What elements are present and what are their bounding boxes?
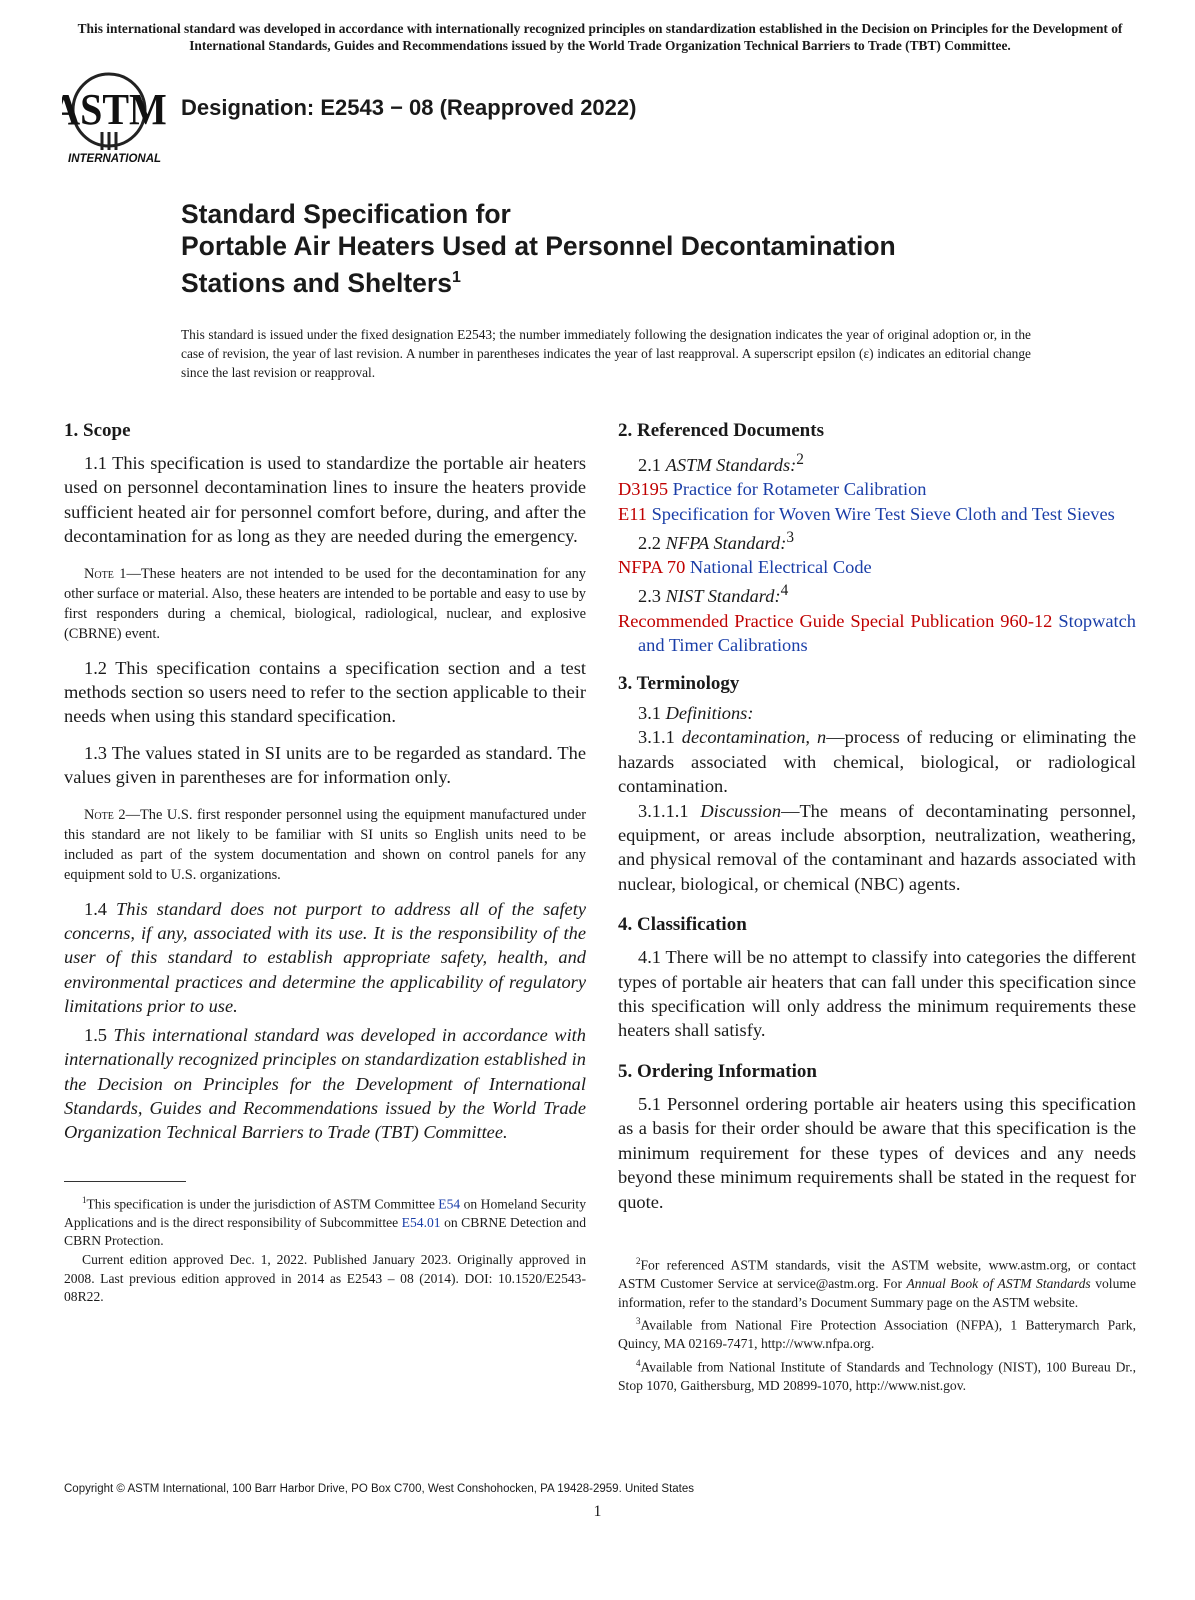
- subsection-nist-standard: 2.3 NIST Standard:$^4$: [638, 582, 789, 607]
- footnote-1-edition: Current edition approved Dec. 1, 2022. Published January 2023. Originally approved in 2008. Last previous edition approved in 2014 as E2543 – 08 (2014). DOI: 10.1520/E2543-08R22.: [64, 1252, 586, 1305]
- logo-text: ASTM: [62, 86, 167, 135]
- reference-nfpa-70[interactable]: NFPA 70 National Electrical Code: [618, 557, 872, 578]
- title-footnote-mark: 1: [451, 269, 461, 286]
- document-title: [181, 198, 1131, 299]
- copyright-notice: Copyright © ASTM International, 100 Barr Harbor Drive, PO Box C700, West Conshohocken, PA 19428-2959. United States: [64, 1483, 695, 1495]
- astm-logo-icon: [62, 70, 170, 170]
- left-column: [64, 420, 586, 1307]
- top-notice: This international standard was developed in accordance with internationally recognized principles on standardization established in the Decision on Principles for the Development of International Standards, Guides and Recommendations issued by the World Trade Organization Technical Barriers to Trade (TBT) Committee.: [77, 21, 1123, 53]
- title-line-2: Portable Air Heaters Used at Personnel Decontamination: [181, 231, 896, 261]
- paragraph-1-2: 1.2 This specification contains a specification section and a test methods section so users need to refer to the section applicable to their needs when using this standard specification.: [64, 657, 586, 727]
- astm-logo: [62, 70, 170, 170]
- note-1: Note 1—These heaters are not intended to be used for the decontamination for any other surface or material. Also, these heaters are intended to be portable and easy to use by first responders during a chemical, biological, radiological, nuclear, and explosive (CBRNE) event.: [64, 565, 586, 642]
- section-heading-scope: 1. Scope: [64, 420, 131, 441]
- issue-note: This standard is issued under the fixed designation E2543; the number immediately following the designation indicates the year of original adoption or, in the case of revision, the year of last revision. A number in parentheses indicates the year of last reapproval. A superscript epsilon (ε) indicates an editorial change since the last revision or reapproval.: [181, 327, 1031, 380]
- footnote-3: $^3$Available from National Fire Protection Association (NFPA), 1 Batterymarch Park, Quincy, MA 02169-7471, http://www.nfpa.org.: [618, 1316, 1136, 1352]
- committee-link[interactable]: E54: [438, 1196, 461, 1212]
- note-2: Note 2—The U.S. first responder personnel using the equipment manufactured under this standard are not likely to be familiar with SI units so English units need to be included as part of the system documentation and shown on control panels for any equipment sold to U.S. organizations.: [64, 806, 587, 883]
- paragraph-4-1: 4.1 There will be no attempt to classify into categories the different types of portable air heaters that can fall under this specification since this specification will only address the minimum requirements these heaters shall satisfy.: [618, 947, 1136, 1041]
- logo-subtext: INTERNATIONAL: [68, 153, 162, 165]
- paragraph-1-4: 1.4 This standard does not purport to address all of the safety concerns, if any, associated with its use. It is the responsibility of the user of this standard to establish appropriate safety, health, and environmental practices and determine the applicability of regulatory limitations prior to use.: [64, 898, 586, 1017]
- reference-nist-960-12[interactable]: Recommended Practice Guide Special Publication 960-12 Stopwatch and Timer Calibrations: [618, 610, 1136, 655]
- paragraph-1-5: 1.5 This international standard was developed in accordance with internationally recognized principles on standardization established in the Decision on Principles for the Development of International Standards, Guides and Recommendations issued by the World Trade Organization Technical Barriers to Trade (TBT) Committee.: [64, 1024, 586, 1143]
- discussion-decontamination: 3.1.1.1 Discussion—The means of decontaminating personnel, equipment, or areas include absorption, neutralization, weathering, and physical removal of the contaminant and hazards associated with nuclear, biological, or chemical (NBC) agents.: [618, 800, 1136, 894]
- reference-e11[interactable]: E11 Specification for Woven Wire Test Sieve Cloth and Test Sieves: [618, 503, 1115, 524]
- title-line-3: Stations and Shelters$^1$: [181, 267, 461, 298]
- paragraph-1-1: 1.1 This specification is used to standardize the portable air heaters used on personnel decontamination lines to insure the heaters provide sufficient heated air for personnel comfort before, during, and after the decontamination for as long as they are needed during the emergency.: [64, 453, 586, 547]
- reference-d3195[interactable]: D3195 Practice for Rotameter Calibration: [618, 479, 927, 500]
- footnote-2: $^2$For referenced ASTM standards, visit the ASTM website, www.astm.org, or contact ASTM Customer Service at service@astm.org. For Annual Book of ASTM Standards volume information, refer to the standard’s Document Summary page on the ASTM website.: [618, 1255, 1136, 1310]
- footnote-divider: [64, 1181, 186, 1182]
- designation: Designation: E2543 − 08 (Reapproved 2022): [181, 95, 637, 120]
- footnotes-right: [618, 1252, 1136, 1396]
- paragraph-1-3: 1.3 The values stated in SI units are to be regarded as standard. The values given in parentheses are for information only.: [64, 742, 586, 788]
- subsection-definitions: 3.1 Definitions:: [638, 703, 754, 724]
- section-heading-terminology: 3. Terminology: [618, 673, 740, 695]
- subcommittee-link[interactable]: E54.01: [401, 1214, 441, 1230]
- footnote-4: $^4$Available from National Institute of Standards and Technology (NIST), 100 Bureau Dr., Stop 1070, Gaithersburg, MD 20899-1070, http://www.nist.gov.: [618, 1357, 1136, 1394]
- section-heading-ordering: 5. Ordering Information: [618, 1060, 817, 1082]
- right-column: [618, 420, 1136, 1396]
- title-line-1: Standard Specification for: [181, 199, 511, 229]
- subsection-astm-standards: 2.1 ASTM Standards:$^2$: [638, 451, 804, 476]
- section-heading-referenced: 2. Referenced Documents: [618, 420, 824, 441]
- page-number: 1: [593, 1503, 602, 1520]
- definition-decontamination: 3.1.1 decontamination, n—process of reducing or eliminating the hazards associated with chemical, biological, or radiological contamination.: [618, 727, 1136, 797]
- subsection-nfpa-standard: 2.2 NFPA Standard:$^3$: [638, 528, 795, 554]
- paragraph-5-1: 5.1 Personnel ordering portable air heaters using this specification as a basis for their order should be aware that this specification is the minimum requirement for these types of devices and any needs beyond these minimum requirements shall be stated in the request for quote.: [618, 1093, 1136, 1212]
- section-heading-classification: 4. Classification: [618, 914, 747, 936]
- footnote-1: $^1$This specification is under the jurisdiction of ASTM Committee E54 on Homeland Security Applications and is the direct responsibility of Subcommittee E54.01 on CBRNE Detection and CBRN Protection.: [64, 1194, 586, 1249]
